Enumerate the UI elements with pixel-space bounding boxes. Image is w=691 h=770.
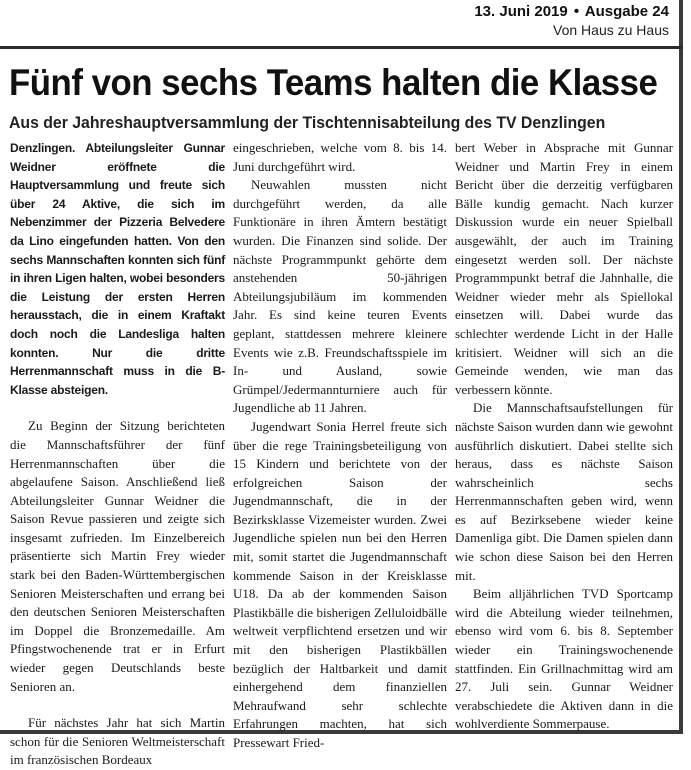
paragraph: Jugendwart Sonia Herrel freute sich über die rege Trainingsbeteiligung von 15 Kindern und berichtete von der erfolgreichen Saison der Jugendmannschaft, die in der Bezirksklasse Vizemeister wurden. Zwei Jugendliche spielen nun bei den Herren mit, somit startet die Jugendmannschaft kommende Saison in der Kreisklasse U18. Da ab der kommenden Saison Plastikbälle die bisherigen Zelluloidbälle weltweit verpflichtend ersetzen und wir mit den bisherigen Plastikbällen bezüglich der Haltbarkeit und damit einhergehend dem finanziellen Mehraufwand sehr schlechte Erfahrungen machten, hat sich Pressewart Fried- [233,418,447,750]
header-rule [0,46,683,49]
paragraph: Die Mannschaftsaufstellungen für nächste Saison wurden dann wie gewohnt ausführlich diskutiert. Dabei stellte sich heraus, dass es nächste Saison wahrscheinlich sechs Herrenmannschaften geben wird, wenn es auf Bezirksebene wieder keine Damenliga gibt. Die Damen spielen dann wie schon diese Saison bei den Herren mit. [455,400,673,583]
paragraph: Zu Beginn der Sitzung berichteten die Mannschaftsführer der fünf Herrenmannschaften über die abgelaufene Saison. Anschließend ließ Abteilungsleiter Gunnar Weidner die Saison Revue passieren und zeigte sich insgesamt zufrieden. Im Einzelbereich präsentierte sich Martin Frey wieder stark bei den Baden-Württembergischen Senioren Meisterschaften und errang bei den deutschen Senioren Meisterschaften im Doppel die Bronzemedaille. Am Pfingstwochenende trat er in Erfurt wieder gegen Deutschlands beste Senioren an. [10,418,225,694]
masthead [474,3,669,39]
issue-number: Ausgabe 24 [584,3,669,20]
column-1 [10,139,225,770]
headline: Fünf von sechs Teams halten die Klasse [9,62,658,103]
paragraph: Für nächstes Jahr hat sich Martin schon für die Senioren Weltmeisterschaft im französischen Bordeaux [10,715,225,768]
column-2 [233,139,447,753]
lead-paragraph: Denzlingen. Abteilungsleiter Gunnar Weidner eröffnete die Hauptversammlung und freute sich über 24 Aktive, die sich im Nebenzimmer der Pizzeria Belvedere da Lino eingefunden hatten. Von den sechs Mannschaften konnten sich fünf in ihren Ligen halten, wobei besonders die Leistung der ersten Herren herausstach, die in einem Kraftakt doch noch die Landesliga halten konnten. Nur die dritte Herrenmannschaft muss in die B-Klasse absteigen. [10,141,225,397]
paragraph: bert Weber in Absprache mit Gunnar Weidner und Martin Frey in einem Bericht über die derzeitig verfügbaren Bälle kundig gemacht. Nach kurzer Diskussion wurde ein neuer Spielball ausgewählt, der auch im Training eingesetzt werden soll. Der nächste Programmpunkt betraf die Jahnhalle, die Weidner wieder mehr als Spiellokal einsetzen will. Dabei wurde das schlechter werdende Licht in der Halle kritisiert. Weidner will sich an die Gemeinde wenden, wie man das verbessern könnte. [455,140,673,397]
issue-separator: • [573,3,580,20]
column-3 [455,139,673,734]
paragraph: eingeschrieben, welche vom 8. bis 14. Juni durchgeführt wird. [233,140,447,174]
paragraph: Neuwahlen mussten nicht durchgeführt werden, da alle Funktionäre in ihren Ämtern bestätigt wurden. Die Finanzen sind solide. Der nächste Programmpunkt gehörte dem anstehenden 50-jährigen Abteilungsjubiläum im kommenden Jahr. Es sind keine teuren Events geplant, stattdessen mehrere kleinere Events wie z.B. Freundschaftsspiele im In- und Ausland, sowie Grümpel/Jedermannturniere auch für Jugendliche ab 11 Jahren. [233,177,447,416]
paragraph: Beim alljährlichen TVD Sportcamp wird die Abteilung wieder teilnehmen, ebenso wird vom 6. bis 8. September wieder ein Trainingswochenende stattfinden. Ein Grillnachmittag wird am 27. Juli sein. Gunnar Weidner verabschiedete die Aktiven dann in die wohlverdiente Sommerpause. [455,586,673,732]
subtitle: Aus der Jahreshauptversammlung der Tischtennisabteilung des TV Denzlingen [9,113,606,132]
issue-date: 13. Juni 2019 [474,3,568,20]
issue-line [474,3,669,22]
section-name: Von Haus zu Haus [553,21,669,38]
